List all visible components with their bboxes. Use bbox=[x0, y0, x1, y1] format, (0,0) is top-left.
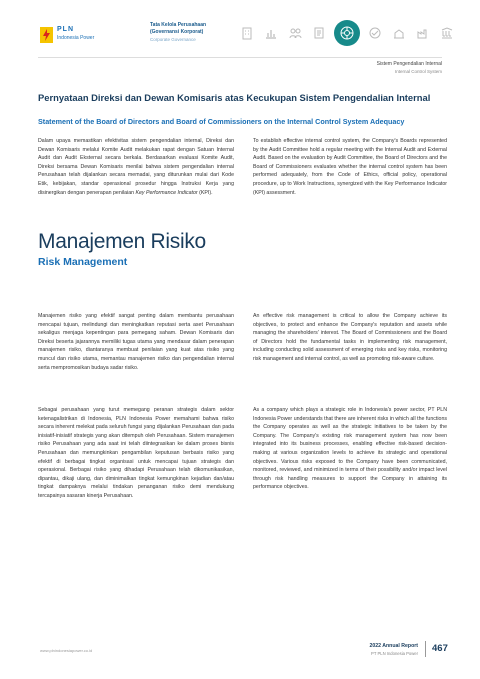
chart-icon[interactable] bbox=[262, 24, 280, 42]
footer-url[interactable]: www.plnindonesiapower.co.id bbox=[40, 648, 93, 653]
logo-name: PLN bbox=[57, 26, 74, 33]
chapter-nav bbox=[238, 20, 456, 46]
page-header bbox=[0, 0, 480, 58]
pln-logo bbox=[40, 26, 110, 44]
community-icon[interactable] bbox=[390, 24, 408, 42]
risk-paragraph-2-id: Sebagai perusahaan yang turut memegang peranan strategis dalam sektor ketenagalistrikan di Indonesia, PLN Indonesia Power memahami bahwa risiko secara inherent melekat pada seluruh fungsi yang dijalankan Perusahaan dan pada inisiatif-inisiatif strategis yang akan ditempuh oleh Perusahaan. Sistem manajemen risiko Perusahaan yang ada saat ini telah diintegrasikan ke dalam proses bisnis Perusahaan dan memungkinkan pengambilan keputusan berbasis risiko yang efektif di berbagai tingkat organisasi untuk mencapai tujuan strategis dan operasional. Berbagai risiko yang dihadapi Perusahaan telah dikomunikasikan, dipantau, dikaji ulang, dan diminimalkan tingkat kemungkinan kejadian dan/atau tingkat dampaknya melalui tindakan penanganan risiko demi mendukung tercapainya sasaran kinerja Perusahaan. bbox=[38, 407, 234, 499]
statement-title: Pernyataan Direksi dan Dewan Komisaris atas Kecukupan Sistem Pengendalian Internal bbox=[38, 92, 431, 103]
statement-title-en: Statement of the Board of Directors and Board of Commissioners on the Internal Control System Adequacy bbox=[38, 117, 405, 126]
factory-icon[interactable] bbox=[414, 24, 432, 42]
risk-paragraph-1-en: An effective risk management is critical to allow the Company achieve its objectives, to protect and enhance the Company's reputation and assets while managing the shareholders' interest. The Board of Commissioners and the Board of Directors hold the fundamental tasks in implementing risk management, including conducting solid assessment of emerging risks and key risks, monitoring risk management and internal control, as well as promoting risk-aware culture. bbox=[253, 313, 447, 362]
footer-report: 2022 Annual Report PT PLN Indonesia Power bbox=[369, 643, 418, 656]
handshake-icon[interactable] bbox=[366, 24, 384, 42]
risk-paragraph-1-id: Manajemen risiko yang efektif sangat penting dalam membantu perusahaan mencapai tujuan, melindungi dan meningkatkan reputasi serta aset Perusahaan sekaligus menjaga kepentingan para pemegang saham. Dewan Komisaris dan Direksi beserta jajarannya memiliki tugas utama yang mendasar dalam penerapan manajemen risiko, diantaranya membuat penilaian yang kuat atas risiko yang muncul dan risiko utama, memantau manajemen risiko dan pengendalian internal serta mempromosikan budaya sadar risiko. bbox=[38, 313, 234, 371]
footer-divider bbox=[425, 641, 426, 657]
report-icon[interactable] bbox=[310, 24, 328, 42]
people-icon[interactable] bbox=[286, 24, 304, 42]
lightning-logo-icon bbox=[40, 27, 53, 43]
header-divider bbox=[38, 57, 442, 58]
risk-title: Manajemen Risiko bbox=[38, 230, 206, 253]
risk-paragraph-2-en: As a company which plays a strategic role in Indonesia's power sector, PT PLN Indonesia Power understands that there are inherent risks in which all the functions the Company operates as well as the strategic initiatives to be taken by the Company. The Company's existing risk management system has now been integrated into its business processes, enabling effective risk-based decision-making at various organization levels to achieve its strategic and operational objectives. Various risks exposed to the Company have been communicated, monitored, reviewed, and minimized in terms of their possibility and/or impact level through risk handling measures to support the Company in attaining its performance objectives. bbox=[253, 407, 447, 491]
statement-text-id: Dalam upaya memastikan efektivitas sistem pengendalian internal, Direksi dan Dewan Komisaris melalui Komite Audit melakukan rapat dengan Satuan Internal Audit dan Audit Eksternal secara berkala. Berdasarkan evaluasi Komite Audit, Direksi bersama Dewan Komisaris menilai bahwa sistem pengendalian internal Perusahaan telah dijalankan secara memadai, yang diturunkan mulai dari Kode Etik, kebijakan, standar operasional prosedur hingga Instruksi Kerja yang disinergikan dengan penerapan penilaian Key Performance Indicator (KPI). bbox=[38, 138, 234, 196]
logo-subtitle: Indonesia Power bbox=[57, 35, 95, 41]
finance-icon[interactable] bbox=[438, 24, 456, 42]
risk-title-en: Risk Management bbox=[38, 256, 128, 268]
page-number: 467 bbox=[432, 643, 448, 654]
chapter-label: Tata Kelola Perusahaan (Governansi Korporat) Corporate Governance bbox=[150, 22, 207, 42]
statement-text-en: To establish effective internal control system, the Company's Boards represented by the Audit Committee hold a regular meeting with the Internal Audit and External Audit. Based on the evaluation by Audit Committee, the Board of Directors and the Board of Commissioners evaluates whether the internal control system has been performed adequately, from the Code of Ethics, official policy, operational procedure, up to Work Instructions, synergized with the Key Performance Indicator (KPI) assessment. bbox=[253, 138, 447, 196]
building-icon[interactable] bbox=[238, 24, 256, 42]
section-tag: Sistem Pengendalian Internal Internal Control System bbox=[376, 61, 442, 74]
governance-icon[interactable] bbox=[334, 20, 360, 46]
